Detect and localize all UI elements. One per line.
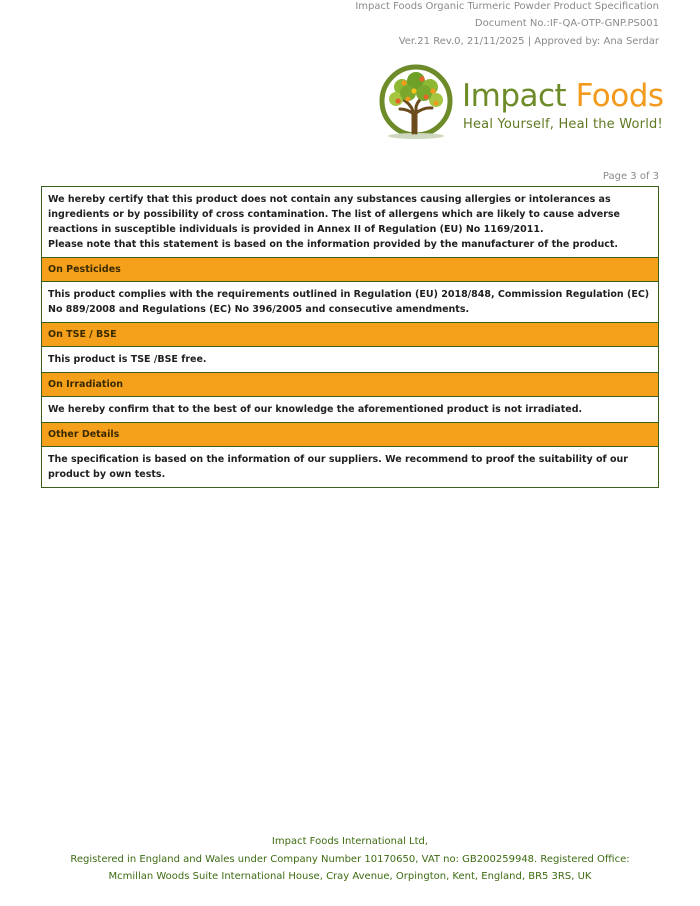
brand-word-impact: Impact (462, 78, 567, 114)
section-heading-pesticides: On Pesticides (42, 257, 658, 281)
document-title: Impact Foods Organic Turmeric Powder Product Specification (355, 1, 659, 12)
section-heading-other-details: Other Details (42, 422, 658, 446)
other-details-text: The specification is based on the information of our suppliers. We recommend to proof the suitability of our product by own tests. (42, 446, 658, 487)
document-number: Document No.:IF-QA-OTP-GNP.PS001 (474, 18, 659, 29)
allergen-statement (42, 187, 658, 257)
allergen-note-text: Please note that this statement is based on the information provided by the manufacturer of the product. (48, 239, 619, 250)
tree-icon (378, 63, 456, 143)
company-logo (378, 63, 668, 145)
page-number: Page 3 of 3 (602, 171, 659, 182)
footer-registration: Registered in England and Wales under Company Number 10170650, VAT no: GB200259948. Registered Office: (70, 854, 630, 865)
section-heading-irradiation: On Irradiation (42, 372, 658, 396)
irradiation-text: We hereby confirm that to the best of our knowledge the aforementioned product is not irradiated. (42, 396, 658, 422)
pesticides-text: This product complies with the requirements outlined in Regulation (EU) 2018/848, Commission Regulation (EC) No 889/2008 and Regulations (EC) No 396/2005 and consecutive amendments. (42, 281, 658, 322)
specification-table (41, 186, 659, 488)
document-version: Ver.21 Rev.0, 21/11/2025 | Approved by: Ana Serdar (398, 36, 659, 47)
brand-name (462, 79, 664, 113)
section-heading-tse-bse: On TSE / BSE (42, 322, 658, 346)
footer-address: Mcmillan Woods Suite International House, Cray Avenue, Orpington, Kent, England, BR5 3RS, UK (108, 871, 592, 882)
brand-tagline: Heal Yourself, Heal the World! (463, 117, 663, 132)
footer-company-name: Impact Foods International Ltd, (271, 836, 429, 847)
allergen-certification-text: We hereby certify that this product does not contain any substances causing allergies or intolerances as ingredients or by possibility of cross contamination. The list of allergens which are likely to cause adverse reactions in susceptible individuals is provided in Annex II of Regulation (EU) No 1169/2011. (48, 194, 620, 235)
brand-word-foods: Foods (575, 78, 664, 114)
tse-bse-text: This product is TSE /BSE free. (42, 346, 658, 372)
